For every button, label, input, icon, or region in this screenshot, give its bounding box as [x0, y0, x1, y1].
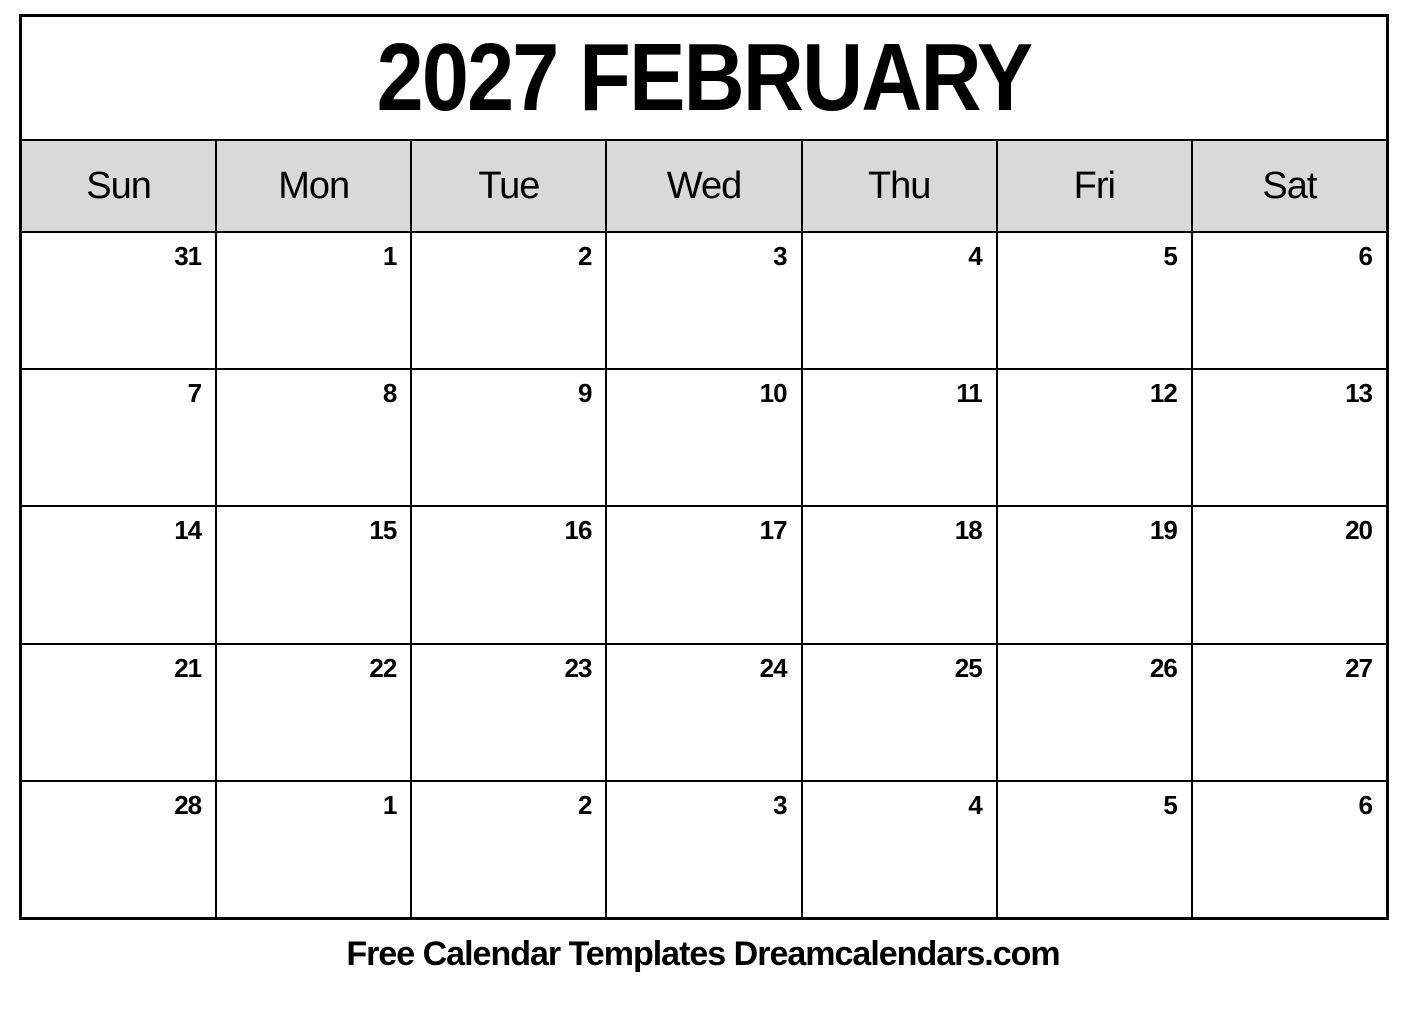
date-number: 17 [759, 515, 787, 546]
calendar-table [19, 14, 1389, 920]
date-cell [1193, 645, 1386, 780]
date-cell [803, 507, 996, 642]
date-cell [412, 370, 605, 505]
date-number: 15 [369, 515, 397, 546]
date-number: 27 [1345, 652, 1372, 683]
date-cell [22, 507, 215, 642]
date-number: 6 [1358, 789, 1372, 820]
footer-caption [0, 935, 1406, 974]
day-header-mon: Mon [217, 141, 410, 231]
date-cell [607, 507, 800, 642]
date-cell [412, 507, 605, 642]
date-cell [1193, 233, 1386, 368]
date-cell [998, 507, 1191, 642]
date-number: 23 [564, 652, 592, 683]
date-number: 2 [577, 241, 592, 271]
footer-brand: Dreamcalendars.com [733, 935, 1060, 973]
date-cell [803, 370, 996, 505]
footer-text: Free Calendar Templates [346, 935, 726, 973]
date-number: 5 [1163, 241, 1177, 271]
date-number: 16 [564, 515, 592, 546]
date-cell [1193, 370, 1386, 505]
date-number: 11 [956, 378, 982, 409]
date-cell [412, 782, 605, 917]
date-number: 14 [174, 515, 202, 546]
date-cell [607, 370, 800, 505]
date-cell [803, 233, 996, 368]
date-number: 4 [968, 789, 982, 820]
date-number: 18 [954, 515, 982, 546]
date-number: 20 [1345, 515, 1372, 546]
date-cell [217, 645, 410, 780]
date-number: 1 [382, 241, 397, 271]
date-number: 19 [1149, 515, 1177, 546]
date-number: 4 [968, 241, 982, 271]
date-number: 9 [577, 378, 592, 409]
date-number: 2 [577, 789, 592, 820]
date-number: 28 [174, 789, 202, 820]
date-number: 12 [1149, 378, 1177, 409]
date-number: 3 [773, 241, 787, 271]
date-cell [998, 370, 1191, 505]
date-cell [998, 645, 1191, 780]
calendar-grid [22, 141, 1386, 917]
date-number: 8 [382, 378, 397, 409]
date-cell [217, 507, 410, 642]
date-number: 22 [369, 652, 397, 683]
date-number: 6 [1358, 241, 1372, 271]
date-cell [22, 233, 215, 368]
date-number: 5 [1163, 789, 1177, 820]
calendar-title-block [22, 17, 1386, 139]
date-number: 10 [759, 378, 787, 409]
date-number: 25 [954, 652, 982, 683]
day-header-wed: Wed [607, 141, 800, 231]
day-header-fri: Fri [998, 141, 1191, 231]
date-cell [607, 233, 800, 368]
date-number: 24 [759, 652, 787, 683]
date-number: 3 [773, 789, 787, 820]
date-cell [412, 645, 605, 780]
day-header-sun: Sun [22, 141, 215, 231]
date-number: 26 [1149, 652, 1177, 683]
date-cell [1193, 507, 1386, 642]
day-header-sat: Sat [1193, 141, 1386, 231]
date-number: 21 [174, 652, 202, 683]
date-number: 13 [1345, 378, 1372, 409]
date-cell [22, 370, 215, 505]
date-number: 7 [187, 378, 202, 409]
date-cell [1193, 782, 1386, 917]
date-cell [607, 782, 800, 917]
date-cell [803, 782, 996, 917]
date-cell [217, 370, 410, 505]
date-number: 1 [382, 789, 397, 820]
date-cell [607, 645, 800, 780]
date-number: 31 [174, 241, 202, 271]
calendar-title: 2027 FEBRUARY [376, 24, 1032, 131]
date-cell [22, 645, 215, 780]
day-header-tue: Tue [412, 141, 605, 231]
date-cell [22, 782, 215, 917]
date-cell [412, 233, 605, 368]
day-header-thu: Thu [803, 141, 996, 231]
date-cell [803, 645, 996, 780]
date-cell [217, 782, 410, 917]
date-cell [217, 233, 410, 368]
date-cell [998, 782, 1191, 917]
date-cell [998, 233, 1191, 368]
